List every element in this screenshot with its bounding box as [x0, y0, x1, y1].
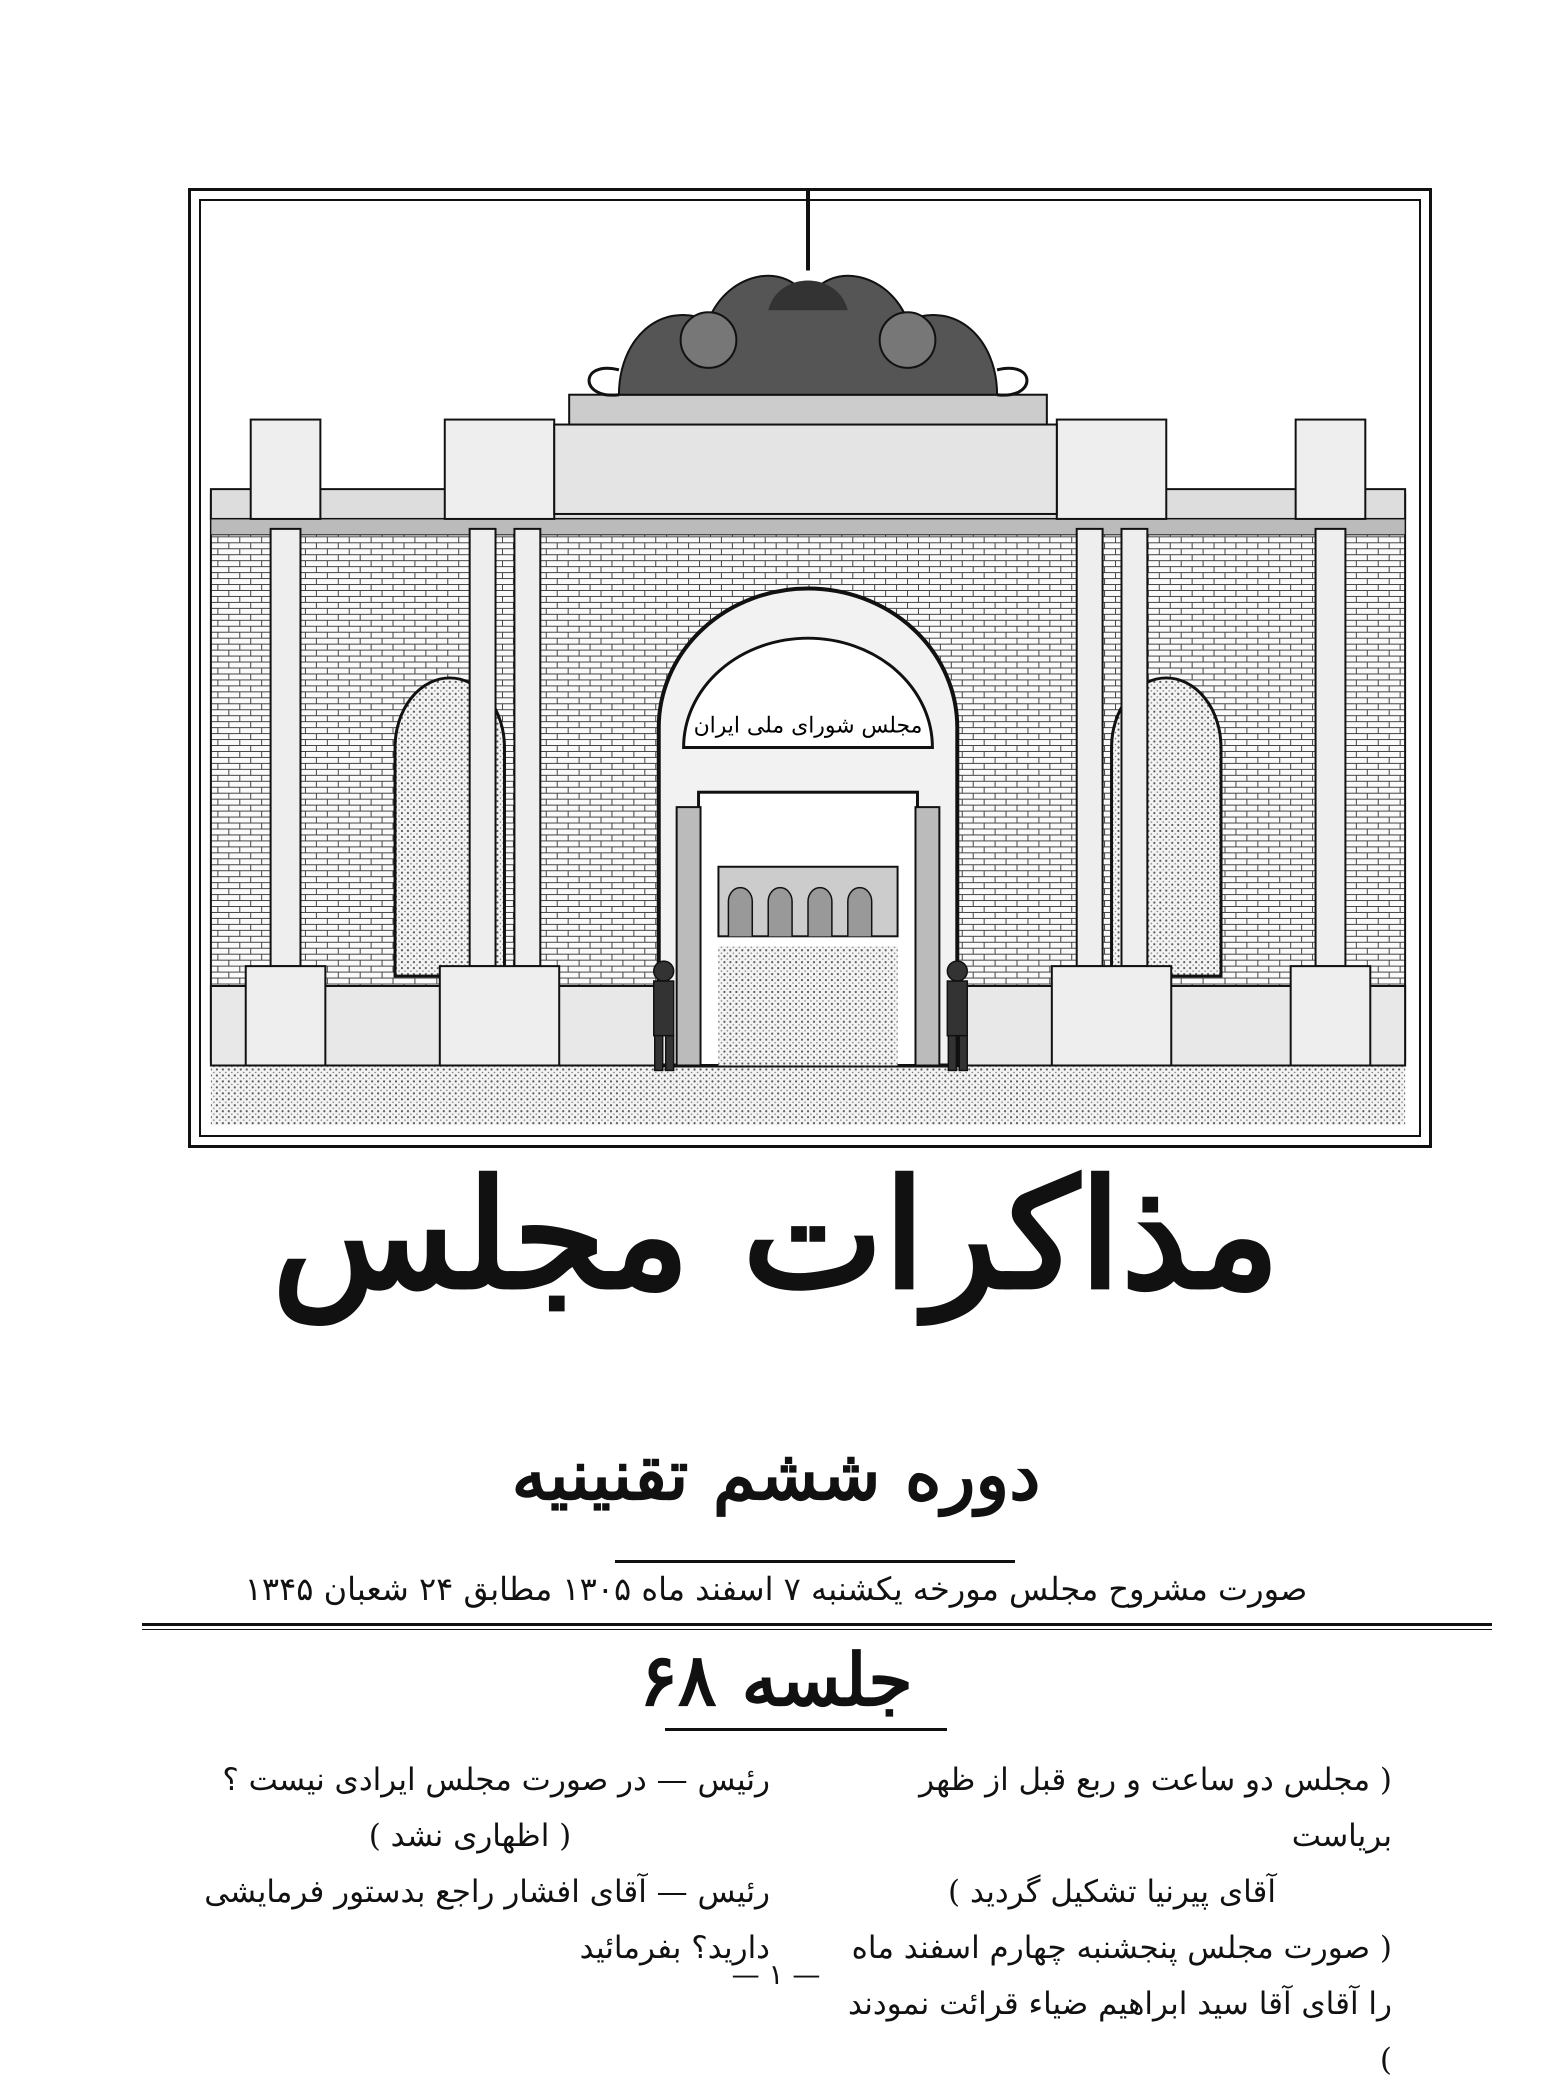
parliament-gate-engraving — [191, 191, 1429, 1145]
text-line: را آقای آقا سید ابراهیم ضیاء قرائت نمودند ) — [847, 1986, 1392, 2078]
engraving-frame — [188, 188, 1432, 1148]
text-line: ( مجلس دو ساعت و ربع قبل از ظهر بریاست — [919, 1762, 1392, 1854]
text-line: رئیس — آقای افشار راجع بدستور فرمایشی دارید؟ بفرمائید — [204, 1874, 770, 1966]
text-line: آقای پیرنیا تشکیل گردید ) — [948, 1874, 1276, 1910]
text-line: ( صورت مجلس پنجشنبه چهارم اسفند ماه — [851, 1930, 1392, 1966]
session-title: جلسه ۶۸ — [639, 1637, 913, 1722]
text-line: رئیس — در صورت مجلس ایرادی نیست ؟ — [222, 1762, 770, 1798]
gate-inscription: مجلس شورای ملی ایران — [693, 713, 923, 739]
masthead-subtitle: دوره ششم تقنینیه — [511, 1433, 1041, 1516]
text-line: ( اظهاری نشد ) — [368, 1818, 572, 1854]
page-number: — ۱ — — [731, 1958, 821, 1991]
left-column — [170, 1752, 770, 1976]
session-dateline: صورت مشروح مجلس مورخه یکشنبه ۷ اسفند ماه ۱۳۰۵ مطابق ۲۴ شعبان ۱۳۴۵ — [244, 1570, 1308, 1608]
masthead-title: مذاکرات مجلس — [271, 1147, 1281, 1323]
divider-session — [665, 1728, 947, 1731]
divider-long — [142, 1623, 1492, 1630]
right-column — [832, 1752, 1392, 2088]
divider-short — [615, 1560, 1015, 1563]
